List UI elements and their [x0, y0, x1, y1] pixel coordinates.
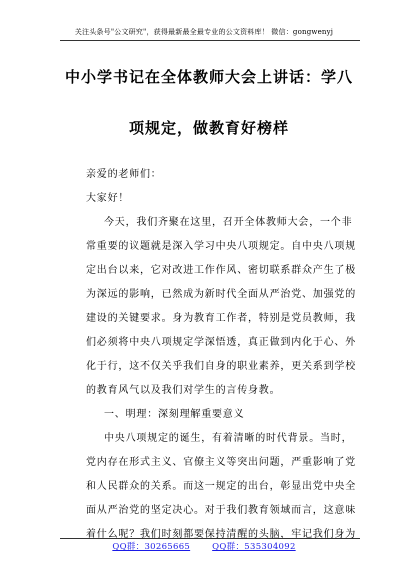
paragraph-line: 和人民群众的关系。而这一规定的出台，彰显出党中央全 [86, 481, 356, 492]
paragraph-line: 着什么呢？我们时刻都要保持清醒的头脑，牢记我们身为 [86, 529, 356, 540]
paragraph-line: 建设的关键要求。身为教育工作者，特别是党员教师，我 [86, 313, 356, 324]
paragraph-line: 定出台以来，它对改进工作作风、密切联系群众产生了极 [86, 265, 356, 276]
document-title-line-2: 项规定，做教育好榜样 [128, 119, 289, 137]
section-heading: 一、明理：深刻理解重要意义 [104, 409, 245, 420]
paragraph-line: 面从严治党的坚定决心。对于我们教育领域而言，这意味 [86, 505, 356, 516]
header-note: 关注头条号"公文研究"，获得最新最全最专业的公文资料库！ 微信：gongwenyj [74, 28, 334, 36]
document-title-line-1: 中小学书记在全体教师大会上讲话：学八 [64, 68, 353, 86]
paragraph-line: 党内存在形式主义、官僚主义等突出问题，严重影响了党 [86, 457, 356, 468]
paragraph-line: 今天，我们齐聚在这里，召开全体教师大会，一个非 [104, 217, 353, 228]
paragraph-line: 化于行，这不仅关乎我们自身的职业素养，更关系到学校 [86, 361, 356, 372]
header-divider [60, 40, 360, 41]
qq-group-link-2[interactable]: QQ群：535304092 [212, 542, 296, 552]
paragraph-line: 的教育风气以及我们对学生的言传身教。 [86, 385, 281, 396]
paragraph-line: 们必须将中央八项规定学深悟透，真正做到内化于心、外 [86, 337, 356, 348]
footer-divider [60, 538, 360, 539]
salutation: 亲爱的老师们： [86, 169, 162, 180]
paragraph-line: 中央八项规定的诞生，有着清晰的时代背景。当时， [104, 433, 353, 444]
qq-group-link-1[interactable]: QQ群：30265665 [112, 542, 191, 552]
footer [0, 540, 408, 552]
greeting: 大家好！ [86, 193, 130, 204]
paragraph-line: 为深远的影响，已然成为新时代全面从严治党、加强党的 [86, 289, 356, 300]
paragraph-line: 常重要的议题就是深入学习中央八项规定。自中央八项规 [86, 241, 356, 252]
